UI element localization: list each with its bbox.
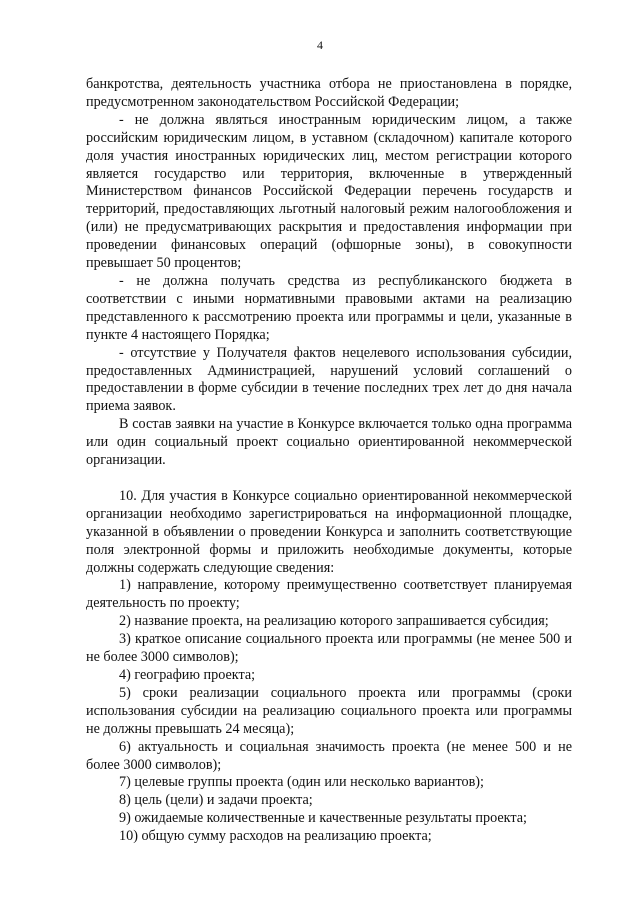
list-item: 9) ожидаемые количественные и качественные результаты проекта; (119, 810, 527, 827)
list-item: 10) общую сумму расходов на реализацию проекта; (119, 828, 432, 845)
list-item: 5) сроки реализации социального проекта или программы (сроки использования субсидии на реализацию социального проекта или программы не должны превышать 24 месяца); (86, 684, 572, 737)
paragraph: - не должна являться иностранным юридическим лицом, а также российским юридическим лицом, в уставном (складочном) капитале которого доля участия иностранных юридических лиц, местом регистрации которого является государство или территория, включенные в утвержденный Министерством финансов Российской Федерации перечень государств и территорий, предоставляющих льготный налоговый режим налогообложения и (или) не предусматривающих раскрытия и предоставления информации при проведении финансовых операций (офшорные зоны), в совокупности превышает 50 процентов; (86, 111, 572, 272)
paragraph: - не должна получать средства из республиканского бюджета в соответствии с иными нормативными правовыми актами на реализацию представленного к рассмотрению проекта или программы и цели, указанные в пункте 4 настоящего Порядка; (86, 272, 572, 343)
list-item: 6) актуальность и социальная значимость проекта (не менее 500 и не более 3000 символов); (86, 738, 572, 773)
list-item: 4) географию проекта; (119, 667, 256, 683)
paragraph: - отсутствие у Получателя фактов нецелевого использования субсидии, предоставленных Администрацией, нарушений условий соглашений о предоставлении в форме субсидии в течение последних трех лет до дня начала приема заявок. (86, 344, 572, 415)
paragraph: банкротства, деятельность участника отбора не приостановлена в порядке, предусмотренном законодательством Российской Федерации; (86, 76, 572, 110)
list-item: 7) целевые группы проекта (один или несколько вариантов); (119, 774, 484, 791)
document-body (86, 76, 572, 846)
list-item: 8) цель (цели) и задачи проекта; (119, 792, 313, 809)
list-item: 2) название проекта, на реализацию которого запрашивается субсидия; (119, 613, 549, 630)
list-item: 1) направление, которому преимущественно соответствует планируемая деятельность по проекту; (86, 577, 572, 612)
paragraph: В состав заявки на участие в Конкурсе включается только одна программа или один социальный проект социально ориентированной некоммерческой организации. (86, 416, 572, 469)
list-item: 3) краткое описание социального проекта или программы (не менее 500 и не более 3000 символов); (86, 631, 572, 666)
page-number: 4 (317, 38, 323, 52)
paragraph: 10. Для участия в Конкурсе социально ориентированной некоммерческой организации необходимо зарегистрироваться на информационной площадке, указанной в объявлении о проведении Конкурса и заполнить соответствующие поля электронной формы и приложить необходимые документы, которые должны содержать следующие сведения: (86, 487, 572, 576)
